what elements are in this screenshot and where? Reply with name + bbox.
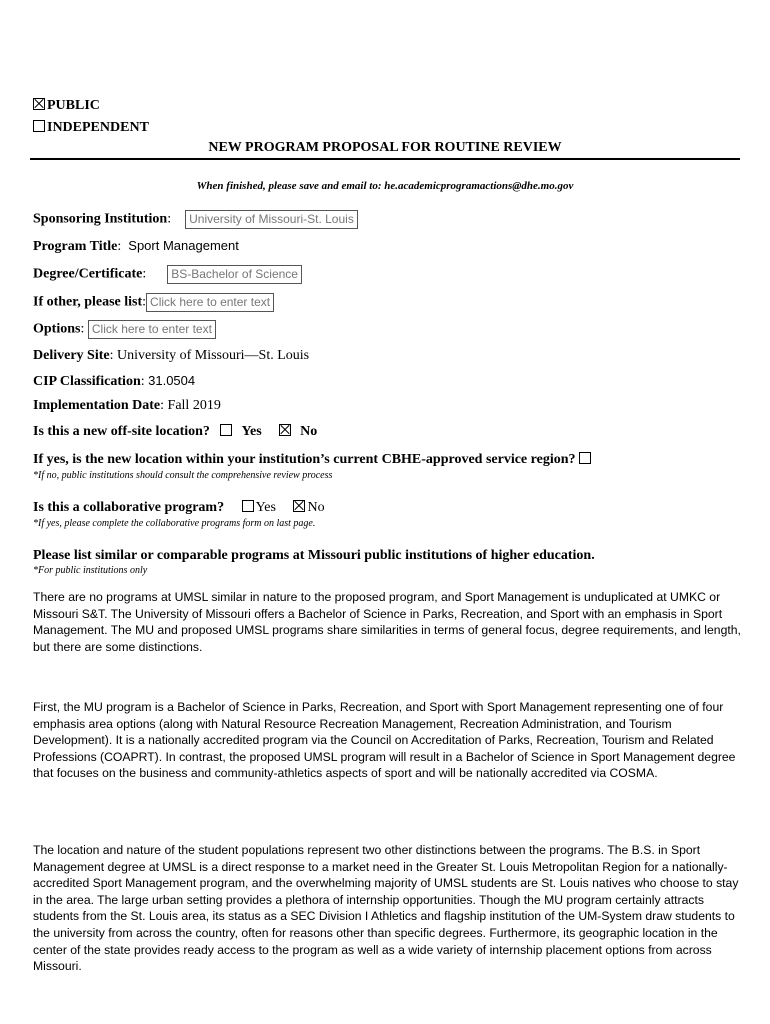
program-title-label: Program Title xyxy=(33,239,118,254)
similar-note: *For public institutions only xyxy=(33,565,148,576)
cip-value: 31.0504 xyxy=(148,373,196,388)
title-divider xyxy=(30,158,740,160)
independent-label: INDEPENDENT xyxy=(47,120,149,135)
similar-programs-row xyxy=(33,548,595,564)
options-row: Options: Click here to enter text xyxy=(33,320,216,339)
independent-option[interactable] xyxy=(33,120,149,136)
email-instruction: When finished, please save and email to: he.academicprogramactions@dhe.mo.gov xyxy=(196,180,574,192)
page-title: NEW PROGRAM PROPOSAL FOR ROUTINE REVIEW xyxy=(208,140,562,155)
if-other-field[interactable]: Click here to enter text xyxy=(146,293,274,312)
offsite-no-checkbox[interactable] xyxy=(279,424,291,436)
similar-question: Please list similar or comparable programs at Missouri public institutions of higher education. xyxy=(33,548,595,563)
degree-label: Degree/Certificate xyxy=(33,266,143,282)
offsite-yes-checkbox[interactable] xyxy=(220,424,232,436)
delivery-value: University of Missouri—St. Louis xyxy=(116,348,310,363)
sponsoring-label: Sponsoring Institution xyxy=(33,211,168,227)
paragraph-3: The location and nature of the student populations represent two other distinctions between the programs. The B.S. in Sport Management degree at UMSL is a direct response to a market need in the Greater St. Louis Metropolitan Region for a nationally-accredited Sport Management program, and the overwhelming majority of UMSL students are St. Louis natives who choose to stay in the area. The large urban setting provides a plethora of internship opportunities. Though the MU program certainly attracts students from the St. Louis area, its status as a SEC Division I Athletics and flagship institution of the UM-System draw students to the university from across the country, often for reasons other than specific degrees. Furthermore, its geographic location in the center of the state provides ready access to the program as well as a wide variety of internship placement options from across Missouri. xyxy=(33,843,739,974)
sponsoring-institution-row: Sponsoring Institution: University of Missouri-St. Louis xyxy=(33,210,358,229)
implementation-row: Implementation Date: Fall 2019 xyxy=(33,398,221,413)
public-label: PUBLIC xyxy=(47,98,100,113)
collaborative-row xyxy=(33,500,325,516)
collab-yes-checkbox[interactable] xyxy=(242,500,254,512)
options-field[interactable]: Click here to enter text xyxy=(88,320,216,339)
implementation-label: Implementation Date xyxy=(33,398,161,413)
paragraph-2: First, the MU program is a Bachelor of Science in Parks, Recreation, and Sport with Sport Management representing one of four emphasis area options (along with Natural Resource Recreation Management, Recreation Administration, and Tourism Development). It is a nationally accredited program via the Council on Accreditation of Parks, Recreation, Tourism and Related Professions (COAPRT). In contrast, the proposed UMSL program will result in a Bachelor of Science in Sport Management degree that focuses on the business and community-athletics aspects of sport and will be nationally accredited via COSMA. xyxy=(33,700,736,781)
if-other-row: If other, please list: Click here to enter text xyxy=(33,293,274,312)
region-checkbox[interactable] xyxy=(579,452,591,464)
region-row xyxy=(33,452,593,468)
program-title-value: Sport Management xyxy=(128,238,239,253)
independent-checkbox[interactable] xyxy=(33,120,45,132)
collab-yes-label: Yes xyxy=(255,500,276,515)
paragraph-1: There are no programs at UMSL similar in nature to the proposed program, and Sport Management is unduplicated at UMKC or Missouri S&T. The University of Missouri offers a Bachelor of Science in Parks, Recreation, and Sport with an emphasis in Sport Management. The MU and proposed UMSL programs share similarities in terms of general focus, degree requirements, and length, but there are some distinctions. xyxy=(33,590,741,654)
collab-no-label: No xyxy=(307,500,325,515)
collab-note: *If yes, please complete the collaborative programs form on last page. xyxy=(33,518,316,529)
offsite-yes-label: Yes xyxy=(241,424,262,439)
cip-row: CIP Classification: 31.0504 xyxy=(33,373,196,389)
region-question: If yes, is the new location within your institution’s current CBHE-approved service region? xyxy=(33,452,576,467)
public-checkbox[interactable] xyxy=(33,98,45,110)
sponsoring-institution-field[interactable]: University of Missouri-St. Louis xyxy=(185,210,358,229)
implementation-value: Fall 2019 xyxy=(167,398,221,413)
cip-label: CIP Classification xyxy=(33,374,141,389)
delivery-label: Delivery Site xyxy=(33,348,110,363)
program-title-row: Program Title: Sport Management xyxy=(33,238,239,254)
degree-field[interactable]: BS-Bachelor of Science xyxy=(167,265,302,284)
collab-question: Is this a collaborative program? xyxy=(33,500,225,515)
region-note: *If no, public institutions should consult the comprehensive review process xyxy=(33,470,333,481)
if-other-label: If other, please list xyxy=(33,294,143,310)
offsite-row xyxy=(33,424,317,440)
options-label: Options xyxy=(33,321,81,337)
delivery-site-row: Delivery Site: University of Missouri—St. Louis xyxy=(33,348,310,363)
offsite-question: Is this a new off-site location? xyxy=(33,424,210,439)
offsite-no-label: No xyxy=(300,424,318,439)
degree-row: Degree/Certificate: BS-Bachelor of Science xyxy=(33,265,302,284)
collab-no-checkbox[interactable] xyxy=(293,500,305,512)
public-option[interactable] xyxy=(33,98,100,114)
